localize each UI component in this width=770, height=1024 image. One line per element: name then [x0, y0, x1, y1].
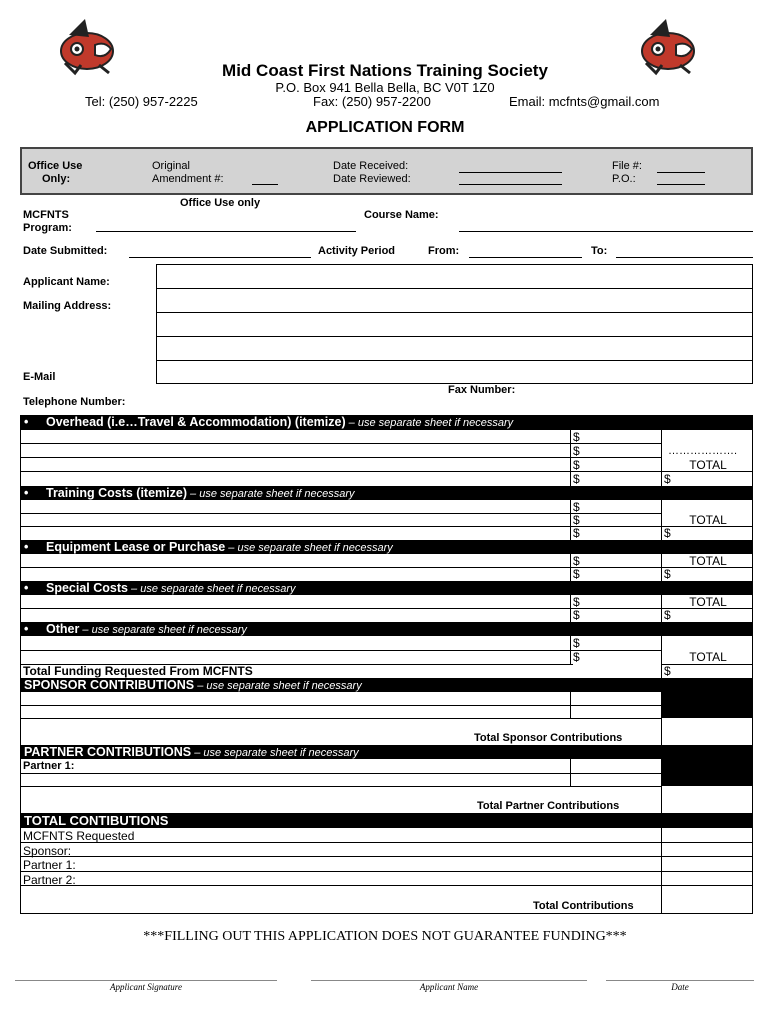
file-no-field[interactable] [657, 172, 705, 173]
training-dollar-3[interactable]: $ [573, 526, 580, 540]
overhead-dollar-4[interactable]: $ [573, 472, 580, 486]
partner-header: PARTNER CONTRIBUTIONS – use separate sheet if necessary [20, 745, 753, 759]
overhead-total-dollar[interactable]: $ [664, 472, 671, 486]
date-line[interactable] [606, 980, 754, 981]
training-dollar-1[interactable]: $ [573, 500, 580, 514]
other-dollar-1[interactable]: $ [573, 636, 580, 650]
mailing-address-label: Mailing Address: [23, 300, 112, 312]
special-dollar-2[interactable]: $ [573, 608, 580, 622]
signature-line[interactable] [15, 980, 277, 981]
program-label-2: Program: [23, 222, 72, 234]
org-email: Email: mcfnts@gmail.com [509, 94, 660, 109]
signature-caption: Applicant Signature [110, 982, 182, 992]
other-header: • Other – use separate sheet if necessary [20, 622, 753, 636]
total-sponsor-label: Total Sponsor Contributions [474, 732, 623, 744]
overhead-total-label: TOTAL [689, 458, 727, 472]
file-no-label: File #: [612, 160, 642, 172]
from-label: From: [428, 245, 460, 257]
name-line[interactable] [311, 980, 587, 981]
original-label: Original [152, 160, 190, 172]
fax-number-label: Fax Number: [448, 384, 516, 396]
office-use-label-only: Only: [42, 173, 71, 185]
sponsor-header: SPONSOR CONTRIBUTIONS – use separate sheet if necessary [20, 678, 753, 692]
date-submitted-label: Date Submitted: [23, 245, 108, 257]
equipment-dollar-2[interactable]: $ [573, 567, 580, 581]
equipment-total-dollar[interactable]: $ [664, 567, 671, 581]
org-address: P.O. Box 941 Bella Bella, BC V0T 1Z0 [275, 80, 495, 95]
total-contributions-label: Total Contributions [533, 900, 634, 912]
other-dollar-2[interactable]: $ [573, 650, 580, 664]
total-funding-label: Total Funding Requested From MCFNTS [23, 664, 253, 678]
to-label: To: [591, 245, 608, 257]
applicant-name-label: Applicant Name: [23, 276, 110, 288]
course-name-label: Course Name: [364, 209, 439, 221]
other-total-label: TOTAL [689, 650, 727, 664]
training-total-label: TOTAL [689, 513, 727, 527]
overhead-dots: ………………. [668, 445, 738, 457]
telephone-label: Telephone Number: [23, 396, 126, 408]
special-total-dollar[interactable]: $ [664, 608, 671, 622]
applicant-info-box [156, 264, 753, 384]
disclaimer: ***FILLING OUT THIS APPLICATION DOES NOT GUARANTEE FUNDING*** [143, 929, 627, 944]
to-field[interactable] [616, 257, 753, 258]
equipment-dollar-1[interactable]: $ [573, 554, 580, 568]
program-label: MCFNTS [23, 209, 69, 221]
activity-period-label: Activity Period [318, 245, 396, 257]
partner1-b-label: Partner 1: [23, 858, 76, 872]
overhead-dollar-1[interactable]: $ [573, 430, 580, 444]
amendment-label: Amendment #: [152, 173, 224, 185]
equipment-header: • Equipment Lease or Purchase – use separate sheet if necessary [20, 540, 753, 554]
total-partner-label: Total Partner Contributions [477, 800, 620, 812]
name-caption: Applicant Name [419, 982, 479, 992]
date-received-field[interactable] [459, 172, 562, 173]
special-dollar-1[interactable]: $ [573, 595, 580, 609]
partner2-label: Partner 2: [23, 873, 76, 887]
course-name-field[interactable] [459, 231, 753, 232]
date-received-label: Date Received: [333, 160, 409, 172]
partner1-label: Partner 1: [23, 760, 75, 772]
office-use-only-label: Office Use only [180, 197, 261, 209]
po-field[interactable] [657, 184, 705, 185]
date-reviewed-label: Date Reviewed: [333, 173, 411, 185]
program-field[interactable] [96, 231, 356, 232]
equipment-total-label: TOTAL [689, 554, 727, 568]
total-contributions-header: TOTAL CONTIBUTIONS [20, 813, 753, 828]
from-field[interactable] [469, 257, 582, 258]
overhead-header: • Overhead (i.e…Travel & Accommodation) (itemize) – use separate sheet if necessary [20, 415, 753, 430]
date-reviewed-field[interactable] [459, 184, 562, 185]
form-title: APPLICATION FORM [305, 119, 465, 136]
overhead-dollar-2[interactable]: $ [573, 444, 580, 458]
org-tel: Tel: (250) 957-2225 [85, 94, 198, 109]
sponsor-label: Sponsor: [23, 844, 72, 858]
email-label: E-Mail [23, 371, 56, 383]
org-name: Mid Coast First Nations Training Society [222, 61, 548, 80]
training-header: • Training Costs (itemize) – use separate sheet if necessary [20, 486, 753, 500]
amendment-field[interactable] [252, 184, 278, 185]
special-total-label: TOTAL [689, 595, 727, 609]
training-total-dollar[interactable]: $ [664, 526, 671, 540]
overhead-dollar-3[interactable]: $ [573, 458, 580, 472]
date-caption: Date [671, 982, 689, 992]
special-header: • Special Costs – use separate sheet if necessary [20, 581, 753, 595]
date-submitted-field[interactable] [129, 257, 311, 258]
training-dollar-2[interactable]: $ [573, 513, 580, 527]
office-use-label: Office Use [28, 160, 83, 172]
po-label: P.O.: [612, 173, 636, 185]
mcfnts-requested-label: MCFNTS Requested [23, 829, 135, 843]
org-fax: Fax: (250) 957-2200 [313, 94, 431, 109]
total-funding-dollar[interactable]: $ [664, 664, 671, 678]
